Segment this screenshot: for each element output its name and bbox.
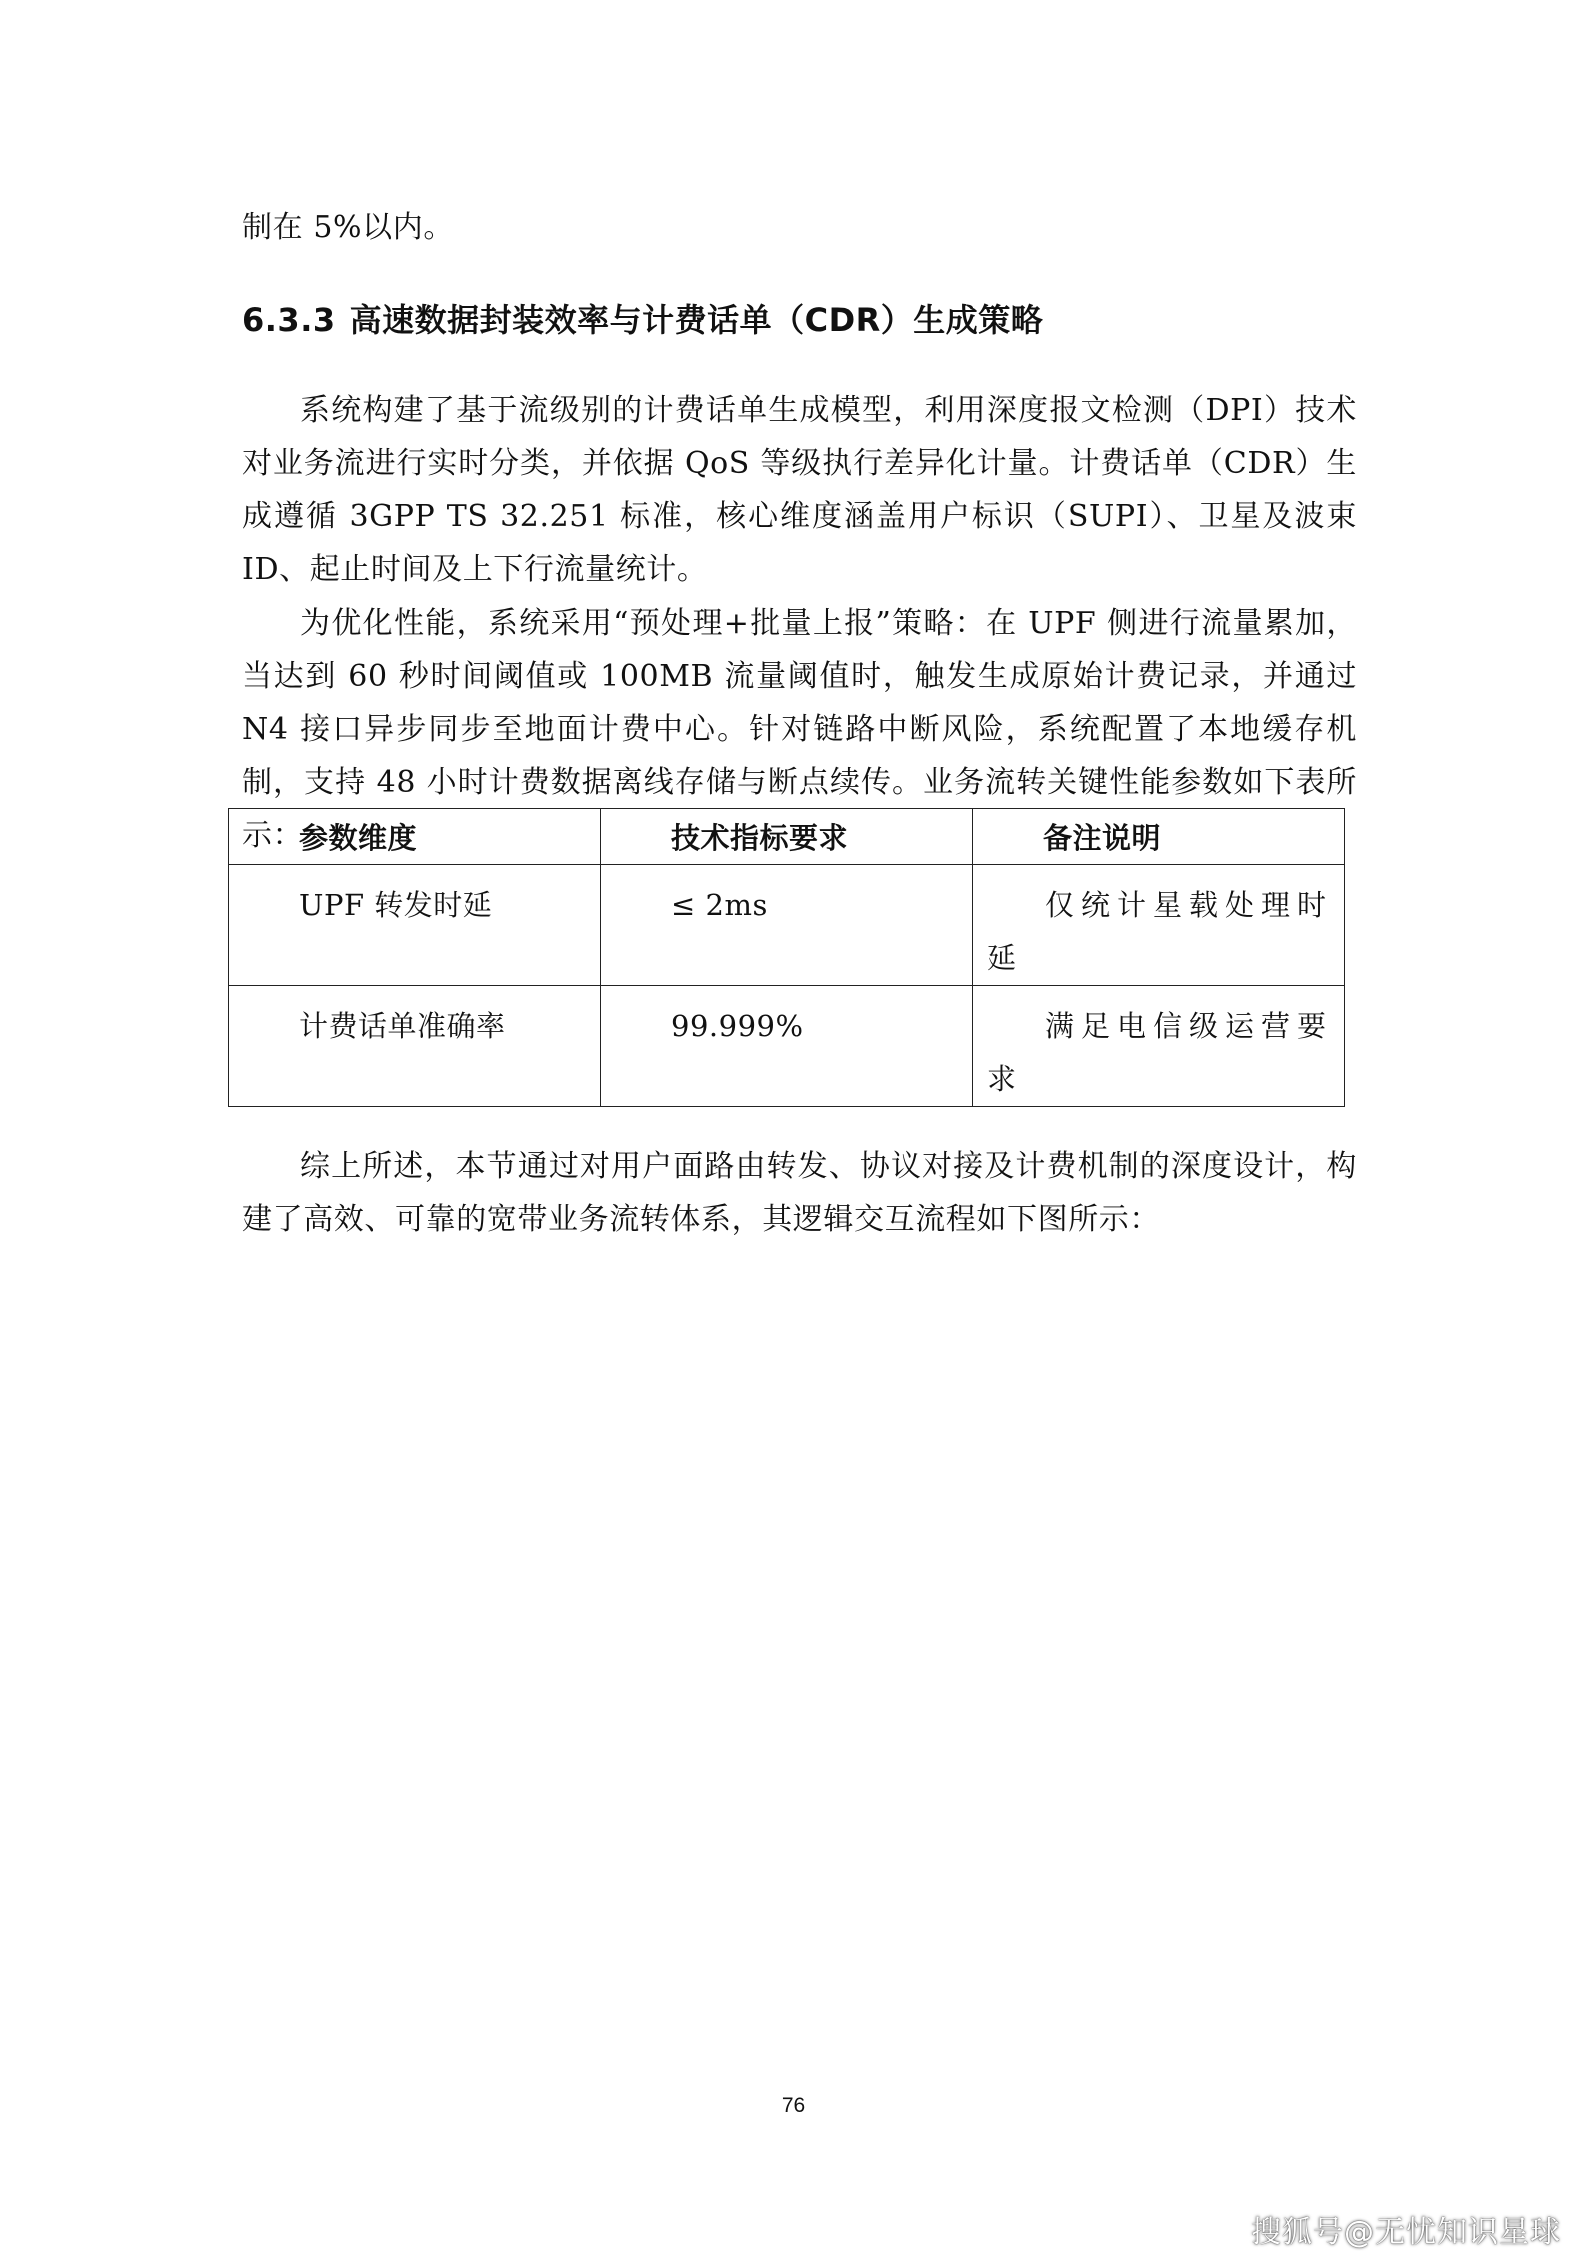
performance-table (228, 808, 1345, 1107)
section-title: 高速数据封装效率与计费话单（CDR）生成策略 (349, 301, 1044, 339)
table-cell: 仅统计星载处理时延 (973, 865, 1345, 986)
paragraph-batch-strategy: 为优化性能，系统采用“预处理+批量上报”策略：在 UPF 侧进行流量累加，当达到 60 秒时间阈值或 100MB 流量阈值时，触发生成原始计费记录，并通过 N4 接口异步同步至地面计费中心。针对链路中断风险，系统配置了本地缓存机制，支持 48 小时计费数据离线存储与断点续传。业务流转关键性能参数如下表所示： (242, 606, 1357, 853)
table-cell: 满足电信级运营要求 (973, 986, 1345, 1107)
table-header-cell: 备注说明 (973, 809, 1345, 865)
table-cell: ≤ 2ms (601, 865, 973, 986)
page-number: 76 (781, 2094, 806, 2117)
section-number: 6.3.3 (242, 301, 336, 339)
table-cell: 99.999% (601, 986, 973, 1107)
table-header-row (229, 809, 1345, 865)
top-fragment: 制在 5%以内。 (242, 210, 454, 245)
paragraph-summary: 综上所述，本节通过对用户面路由转发、协议对接及计费机制的深度设计，构建了高效、可靠的宽带业务流转体系，其逻辑交互流程如下图所示： (242, 1149, 1357, 1237)
table-cell: UPF 转发时延 (229, 865, 601, 986)
section-heading (242, 295, 1357, 345)
table-header-cell: 参数维度 (229, 809, 601, 865)
table-cell: 计费话单准确率 (229, 986, 601, 1107)
paragraph-cdr-model: 系统构建了基于流级别的计费话单生成模型，利用深度报文检测（DPI）技术对业务流进行实时分类，并依据 QoS 等级执行差异化计量。计费话单（CDR）生成遵循 3GPP TS 32.251 标准，核心维度涵盖用户标识（SUPI）、卫星及波束 ID、起止时间及上下行流量统计。 (242, 393, 1357, 587)
watermark: 搜狐号@无忧知识星球 (1251, 2215, 1561, 2250)
table-header-cell: 技术指标要求 (601, 809, 973, 865)
table-row (229, 865, 1345, 986)
table-row (229, 986, 1345, 1107)
